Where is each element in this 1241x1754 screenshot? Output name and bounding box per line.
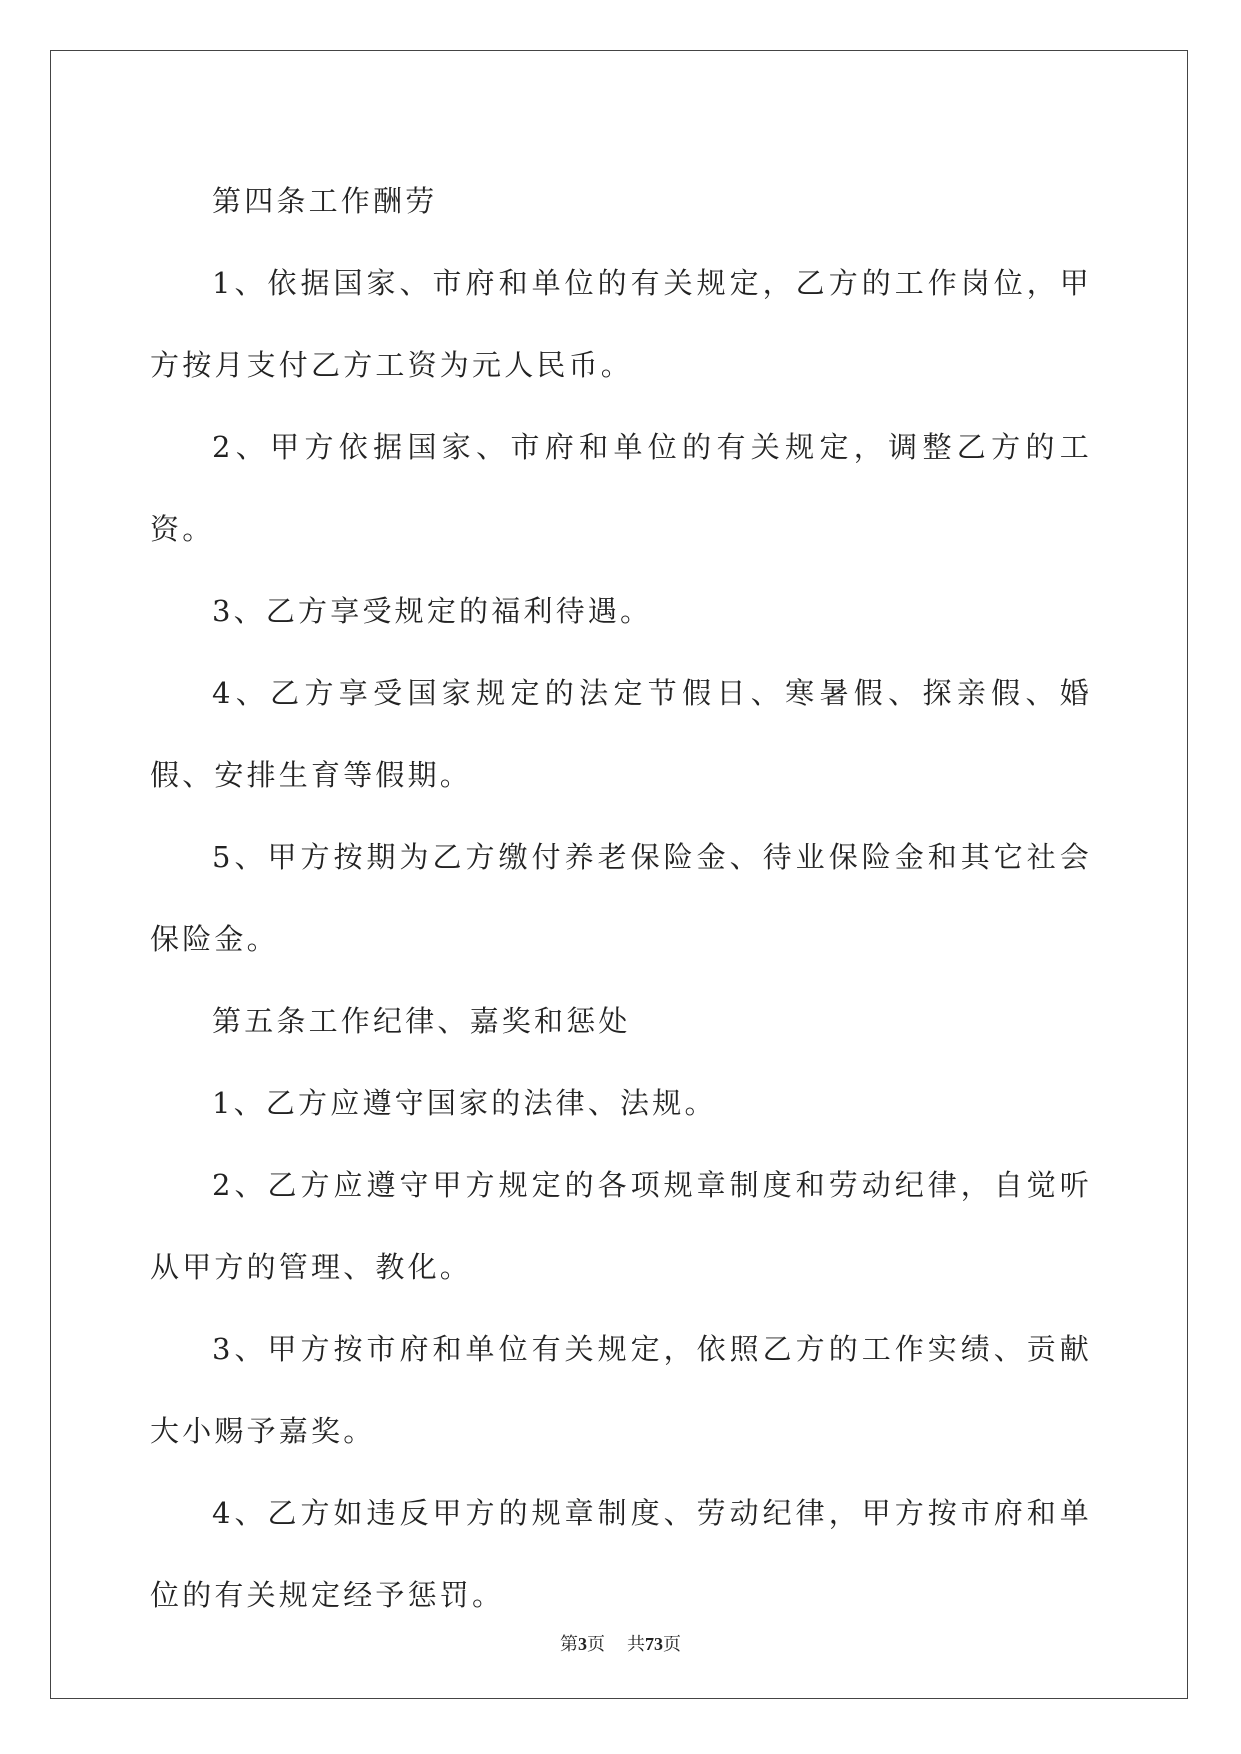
- paragraph: 4、乙方享受国家规定的法定节假日、寒暑假、探亲假、婚假、安排生育等假期。: [150, 676, 1092, 792]
- paragraph: 5、甲方按期为乙方缴付养老保险金、待业保险金和其它社会保险金。: [150, 840, 1092, 956]
- paragraph: 1、乙方应遵守国家的法律、法规。: [212, 1086, 717, 1120]
- document-body: [150, 160, 1092, 1636]
- page-footer: [0, 1630, 1241, 1656]
- page-prefix: 第: [560, 1634, 578, 1654]
- paragraph: 1、依据国家、市府和单位的有关规定，乙方的工作岗位，甲方按月支付乙方工资为元人民币。: [150, 266, 1092, 382]
- paragraph: 3、乙方享受规定的福利待遇。: [212, 594, 653, 628]
- total-suffix: 页: [663, 1634, 681, 1654]
- page-suffix: 页: [587, 1634, 605, 1654]
- paragraph: 3、甲方按市府和单位有关规定，依照乙方的工作实绩、贡献大小赐予嘉奖。: [150, 1332, 1092, 1448]
- page-number: 3: [578, 1634, 587, 1654]
- article-heading: 第五条工作纪律、嘉奖和惩处: [212, 1004, 631, 1038]
- paragraph: 2、乙方应遵守甲方规定的各项规章制度和劳动纪律，自觉听从甲方的管理、教化。: [150, 1168, 1092, 1284]
- paragraph: 2、甲方依据国家、市府和单位的有关规定，调整乙方的工资。: [150, 430, 1092, 546]
- total-pages: 73: [645, 1634, 663, 1654]
- article-heading: 第四条工作酬劳: [212, 184, 438, 218]
- total-prefix: 共: [627, 1634, 645, 1654]
- paragraph: 4、乙方如违反甲方的规章制度、劳动纪律，甲方按市府和单位的有关规定经予惩罚。: [150, 1496, 1092, 1612]
